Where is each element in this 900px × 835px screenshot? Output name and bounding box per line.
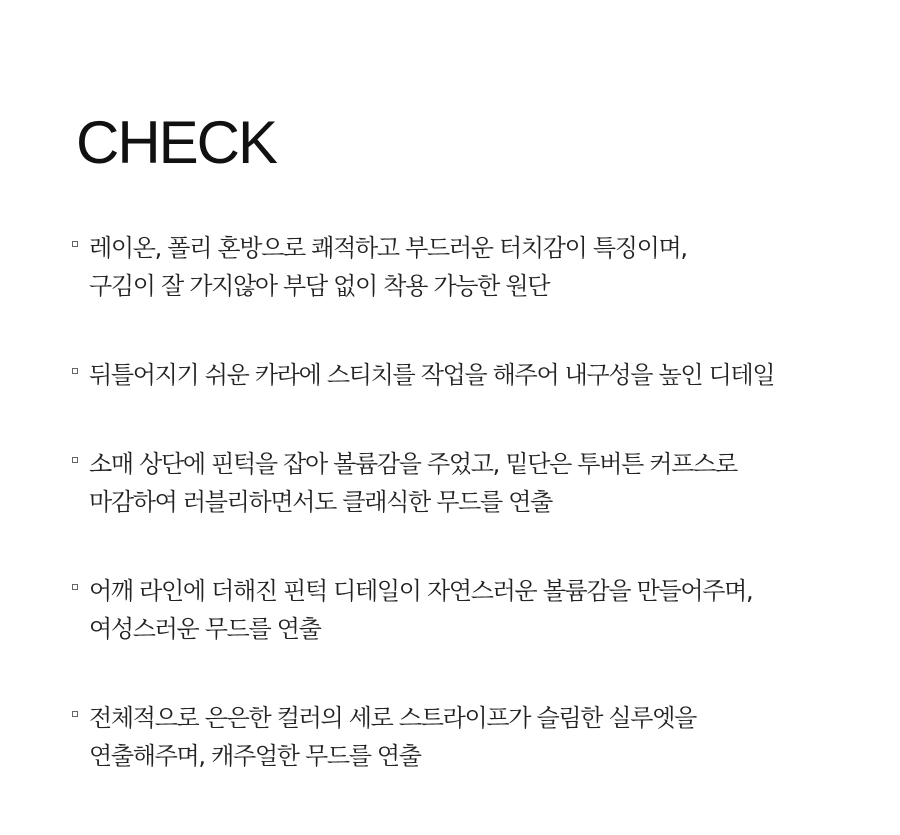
check-item-text-line: 마감하여 러블리하면서도 클래식한 무드를 연출 xyxy=(89,488,552,516)
check-item-fabric xyxy=(72,229,872,305)
check-item-text-line: 레이온, 폴리 혼방으로 쾌적하고 부드러운 터치감이 특징이며, xyxy=(89,234,687,262)
check-item-text-line: 연출해주며, 캐주얼한 무드를 연출 xyxy=(89,742,421,770)
check-item-stripe xyxy=(72,699,872,775)
square-bullet-icon xyxy=(72,241,78,247)
check-item-collar xyxy=(72,356,872,394)
check-item-text-line: 뒤틀어지기 쉬운 카라에 스티치를 작업을 해주어 내구성을 높인 디테일 xyxy=(89,361,775,389)
square-bullet-icon xyxy=(72,711,78,717)
square-bullet-icon xyxy=(72,368,78,374)
check-item-text-line: 소매 상단에 핀턱을 잡아 볼륨감을 주었고, 밑단은 투버튼 커프스로 xyxy=(89,450,737,478)
check-item-text-line: 전체적으로 은은한 컬러의 세로 스트라이프가 슬림한 실루엣을 xyxy=(89,704,696,732)
square-bullet-icon xyxy=(72,457,78,463)
check-item-text-line: 어깨 라인에 더해진 핀턱 디테일이 자연스러운 볼륨감을 만들어주며, xyxy=(89,577,753,605)
check-list xyxy=(72,229,872,826)
check-item-shoulder xyxy=(72,572,872,648)
section-title: CHECK xyxy=(76,109,277,176)
check-item-text-line: 여성스러운 무드를 연출 xyxy=(89,615,321,643)
check-item-text-line: 구김이 잘 가지않아 부담 없이 착용 가능한 원단 xyxy=(89,272,550,300)
check-item-sleeve xyxy=(72,445,872,521)
square-bullet-icon xyxy=(72,584,78,590)
